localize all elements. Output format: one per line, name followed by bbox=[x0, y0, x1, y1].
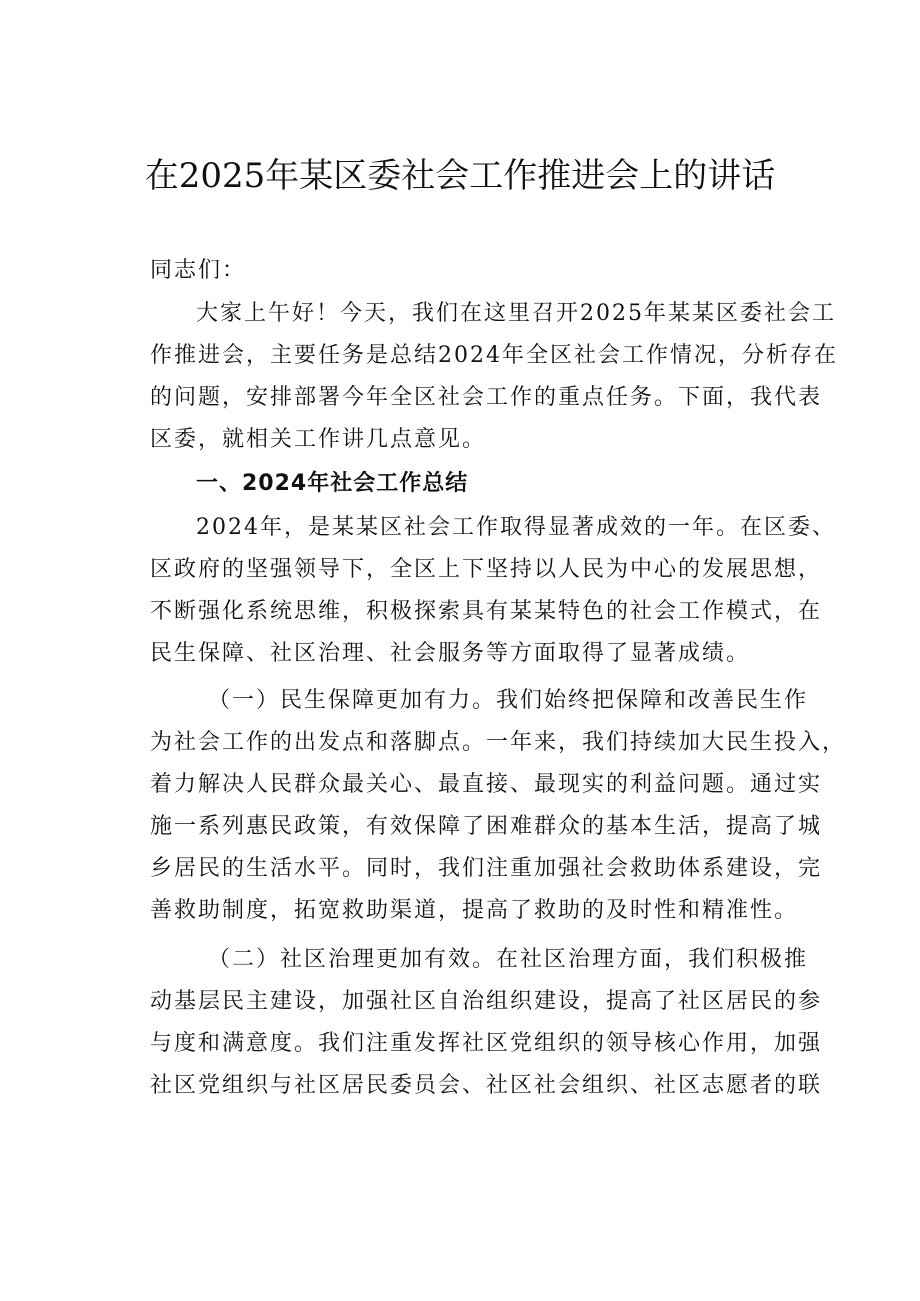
item2-line: 社区党组织与社区居民委员会、社区社会组织、社区志愿者的联 bbox=[150, 1073, 823, 1098]
summary-line: 不断强化系统思维，积极探索具有某某特色的社会工作模式，在 bbox=[150, 599, 823, 624]
intro-line: 大家上午好！今天，我们在这里召开2025年某某区委社会工 bbox=[196, 301, 836, 326]
item1-line: 善救助制度，拓宽救助渠道，提高了救助的及时性和精准性。 bbox=[150, 898, 799, 923]
intro-line: 作推进会，主要任务是总结2024年全区社会工作情况，分析存在 bbox=[150, 343, 838, 368]
salutation bbox=[150, 253, 800, 289]
item1-line: （一）民生保障更加有力。我们始终把保障和改善民生作 bbox=[208, 688, 809, 713]
document-title: 在2025年某区委社会工作推进会上的讲话 bbox=[144, 156, 776, 196]
item1-paragraph bbox=[150, 683, 847, 929]
item2-line: 动基层民主建设，加强社区自治组织建设，提高了社区居民的参 bbox=[150, 989, 823, 1014]
item1-line: 乡居民的生活水平。同时，我们注重加强社会救助体系建设，完 bbox=[150, 856, 823, 881]
item1-line: 施一系列惠民政策，有效保障了困难群众的基本生活，提高了城 bbox=[150, 814, 823, 839]
item2-line: （二）社区治理更加有效。在社区治理方面，我们积极推 bbox=[208, 947, 809, 972]
salutation-text: 同志们： bbox=[150, 258, 247, 283]
summary-line: 民生保障、社区治理、社会服务等方面取得了显著成绩。 bbox=[150, 641, 751, 666]
item1-line: 为社会工作的出发点和落脚点。一年来，我们持续加大民生投入， bbox=[150, 730, 847, 755]
intro-line: 的问题，安排部署今年全区社会工作的重点任务。下面，我代表 bbox=[150, 385, 823, 410]
intro-paragraph bbox=[150, 296, 838, 458]
summary-paragraph bbox=[150, 510, 836, 672]
item2-line: 与度和满意度。我们注重发挥社区党组织的领导核心作用，加强 bbox=[150, 1031, 823, 1056]
summary-line: 区政府的坚强领导下，全区上下坚持以人民为中心的发展思想， bbox=[150, 557, 823, 582]
item2-paragraph bbox=[150, 942, 823, 1104]
intro-line: 区委，就相关工作讲几点意见。 bbox=[150, 427, 487, 452]
item1-line: 着力解决人民群众最关心、最直接、最现实的利益问题。通过实 bbox=[150, 772, 823, 797]
section-heading: 一、2024年社会工作总结 bbox=[196, 471, 469, 496]
summary-line: 2024年，是某某区社会工作取得显著成效的一年。在区委、 bbox=[196, 515, 836, 540]
